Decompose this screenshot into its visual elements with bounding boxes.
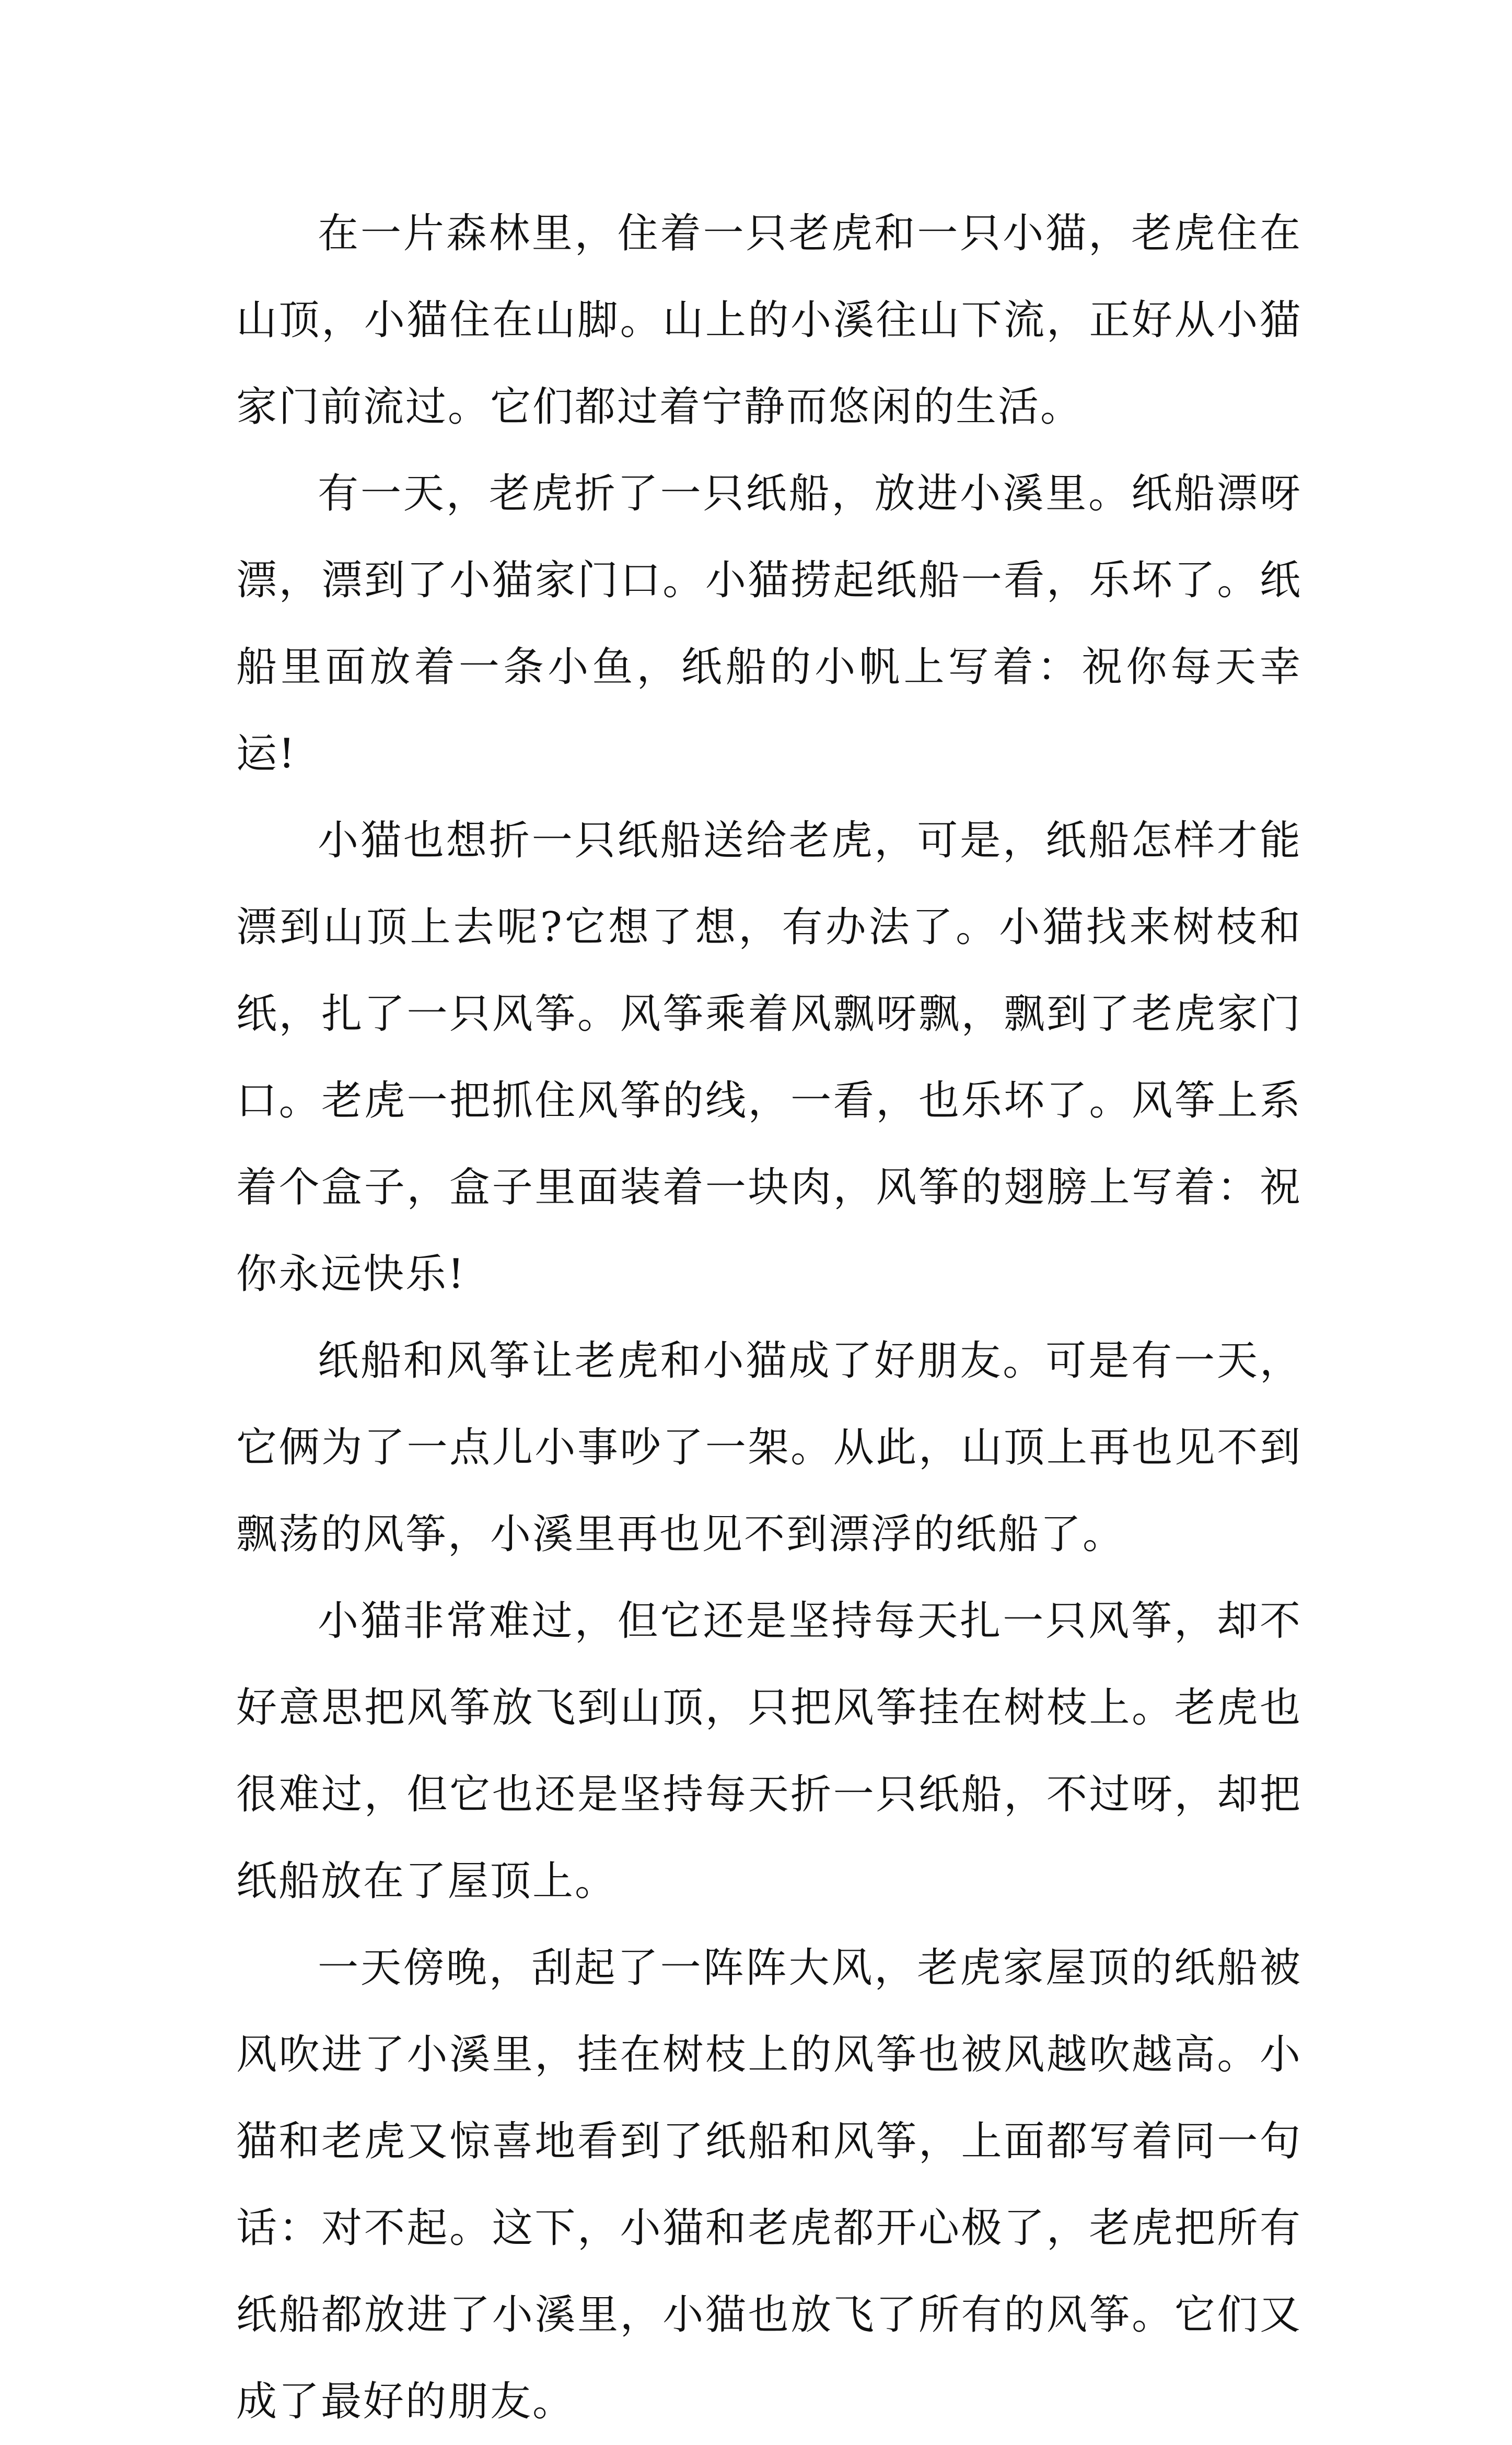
story-text [236,190,1302,2445]
paragraph-6: 一天傍晚，刮起了一阵阵大风，老虎家屋顶的纸船被风吹进了小溪里，挂在树枝上的风筝也被风越吹越高。小猫和老虎又惊喜地看到了纸船和风筝，上面都写着同一句话：对不起。这下，小猫和老虎都开心极了，老虎把所有纸船都放进了小溪里，小猫也放飞了所有的风筝。它们又成了最好的朋友。 [236,1945,1302,2425]
paragraph-4: 纸船和风筝让老虎和小猫成了好朋友。可是有一天，它俩为了一点儿小事吵了一架。从此，山顶上再也见不到飘荡的风筝，小溪里再也见不到漂浮的纸船了。 [236,1337,1302,1558]
paragraph-2: 有一天，老虎折了一只纸船，放进小溪里。纸船漂呀漂，漂到了小猫家门口。小猫捞起纸船一看，乐坏了。纸船里面放着一条小鱼，纸船的小帆上写着：祝你每天幸运! [236,470,1302,777]
paragraph-1: 在一片森林里，住着一只老虎和一只小猫，老虎住在山顶，小猫住在山脚。山上的小溪往山下流，正好从小猫家门前流过。它们都过着宁静而悠闲的生活。 [236,210,1302,430]
paragraph-5: 小猫非常难过，但它还是坚持每天扎一只风筝，却不好意思把风筝放飞到山顶，只把风筝挂在树枝上。老虎也很难过，但它也还是坚持每天折一只纸船，不过呀，却把纸船放在了屋顶上。 [236,1598,1302,1905]
paragraph-3: 小猫也想折一只纸船送给老虎，可是，纸船怎样才能漂到山顶上去呢?它想了想，有办法了。小猫找来树枝和纸，扎了一只风筝。风筝乘着风飘呀飘，飘到了老虎家门口。老虎一把抓住风筝的线，一看，也乐坏了。风筝上系着个盒子，盒子里面装着一块肉，风筝的翅膀上写着：祝你永远快乐! [236,817,1302,1298]
